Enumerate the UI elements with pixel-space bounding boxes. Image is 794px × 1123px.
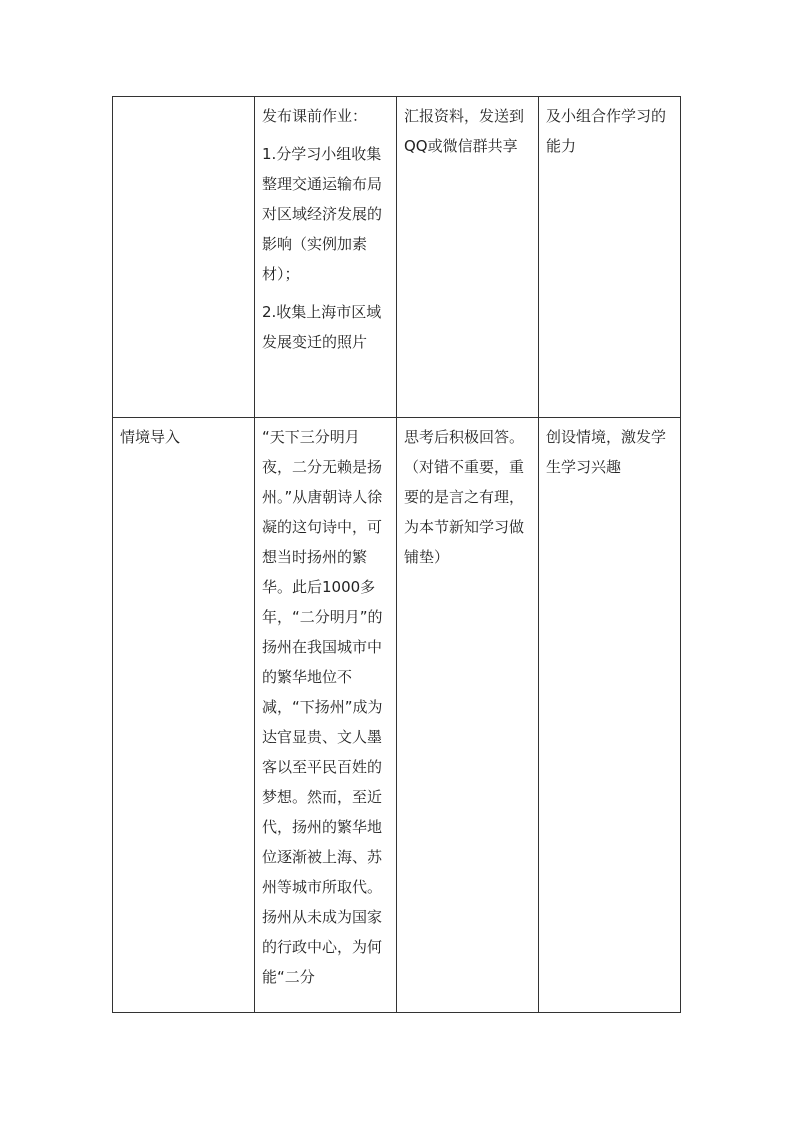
student-activity-cell [397, 418, 539, 1013]
design-intent-text: 及小组合作学习的能力 [546, 107, 667, 155]
student-activity-text: 思考后积极回答。（对错不重要，重要的是言之有理，为本节新知学习做铺垫） [404, 428, 525, 566]
homework-item-1: 1.分学习小组收集整理交通运输布局对区域经济发展的影响（实例加素材）； [262, 145, 383, 283]
stage-cell [113, 418, 255, 1013]
teacher-activity-cell [255, 97, 397, 418]
teacher-activity-text: “天下三分明月夜，二分无赖是扬州。”从唐朝诗人徐凝的这句诗中，可想当时扬州的繁华。此后1000多年，“二分明月”的扬州在我国城市中的繁华地位不减，“下扬州”成为达官显贵、文人墨客以至平民百姓的梦想。然而，至近代，扬州的繁华地位逐渐被上海、苏州等城市所取代。扬州从未成为国家的行政中心，为何能“二分 [262, 428, 383, 986]
stage-label: 情境导入 [120, 428, 181, 446]
student-activity-text: 汇报资料，发送到QQ或微信群共享 [404, 107, 525, 155]
homework-item-2: 2.收集上海市区域发展变迁的照片 [262, 303, 382, 351]
design-intent-cell [539, 418, 681, 1013]
table-row [113, 97, 681, 418]
table-row [113, 418, 681, 1013]
design-intent-text: 创设情境，激发学生学习兴趣 [546, 428, 667, 476]
student-activity-cell [397, 97, 539, 418]
homework-title: 发布课前作业： [262, 107, 368, 125]
teacher-activity-cell [255, 418, 397, 1013]
stage-cell [113, 97, 255, 418]
lesson-plan-table [112, 96, 681, 1013]
design-intent-cell [539, 97, 681, 418]
